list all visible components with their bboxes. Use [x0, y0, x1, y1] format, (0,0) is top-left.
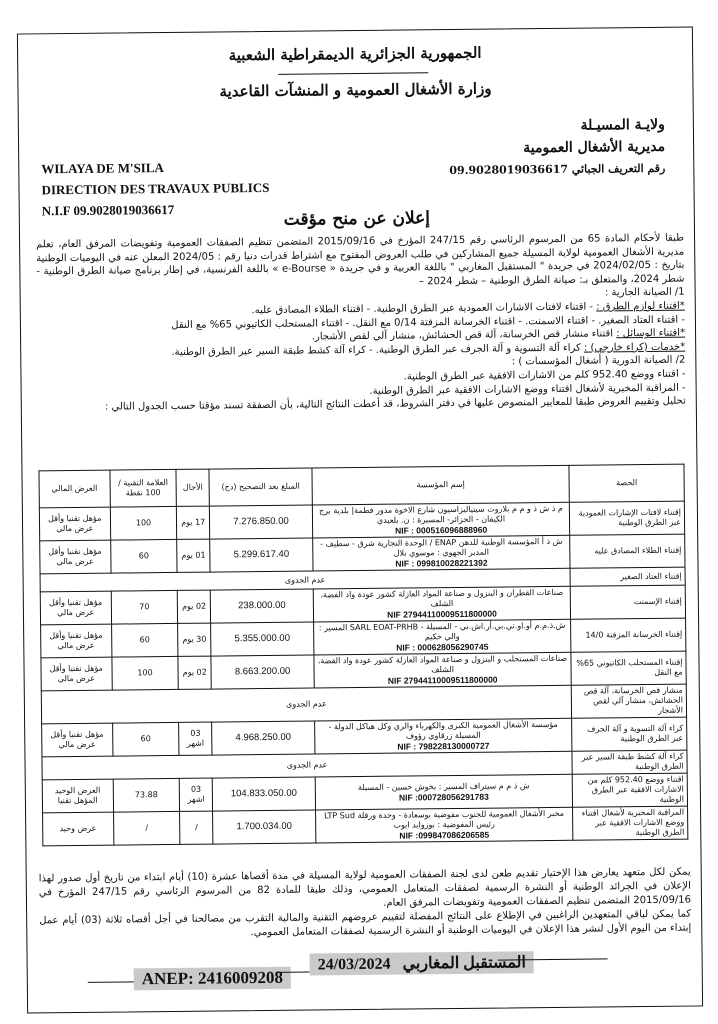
consultation-paragraph: كما يمكن لباقي المتعهدين الراغبين في الإطلاع على النتائج المفصلة لتقييم عروضهم التقنية والمالية التقرب من مصالحنا في أجل أقصاه ثلاثة (03) أيام عمل إبتداء من اليوم الأول لنشر هذا الإعلان في اليوميات الوطنية أو النشرة الرسمية لصفقات المتعامل العمومي. [39, 908, 692, 939]
amount-cell: 8.663.200.00 [211, 655, 314, 689]
scope-item-label: *خدمات (كراء خارجي) : [583, 341, 686, 354]
result-cell: مؤهل تقنيا وأقل عرض مالي [40, 591, 111, 625]
result-cell: مؤهل تقنيا وأقل عرض مالي [41, 624, 112, 658]
lot-cell: منشار قص الخرسانة، آلة قص الحشائش، منشار آلي لقص الأشجار [571, 684, 686, 718]
company-name: مخبر الأشغال العمومية للجنوب مفوضية بوسعادة - وحدة ورقلة LTP Sud رئيس المفوضية : بوزوايد ايوب [324, 808, 565, 830]
company-nif: NIF 27944110009511800000 [387, 674, 498, 686]
lot-cell: إقتناء لافتات الإشارات العمودية عبر الطرق الوطنية [569, 501, 684, 535]
scope-item-text: - المراقبة المخبرية لأشغال اقتناء ووضع الاشارات الافقية عبر الطرق الوطنية. [369, 382, 686, 397]
delay-cell: 01 يوم [177, 539, 210, 572]
direction-fr: DIRECTION DES TRAVAUX PUBLICS [41, 179, 270, 198]
company-cell [313, 586, 570, 622]
column-header: الأجال [176, 469, 209, 506]
company-nif: NIF :099847086206585 [399, 829, 490, 841]
table-row [43, 806, 688, 846]
republic-heading: الجمهورية الجزائرية الديمقراطية الشعبية [228, 43, 482, 65]
unsuccessful-cell: عدم الجدوى [40, 568, 570, 592]
footer-text [39, 866, 692, 943]
company-nif: NIF : 798228130000727 [397, 740, 490, 752]
company-name: م ذ ش ذ و م م بلاروت سينياليزاسيون شارع الاخوة مدور فطمة| بلدية برج الكيفان - الجزائر- المسيرة : ن. بلعيدي [318, 503, 563, 525]
delay-cell: 03 اشهر [180, 778, 213, 811]
ministry-heading: وزارة الأشغال العمومية و المنشآت القاعدية [219, 79, 492, 101]
score-cell: 60 [110, 539, 177, 573]
items-list [37, 300, 686, 402]
intro-paragraph: طبقا لأحكام المادة 65 من المرسوم الرئاسي رقم 247/15 المؤرخ في 2015/09/16 المتضمن تنظيم الصفقات العمومية وتفويضات المرفق العام، تعلم مديرية الأشغال العمومية لولاية المسيلة جميع المشاركين في طلب العروض المفتوح مع اشتراط قدرات دنيا رقم : 2024/05 المعلن عنه في اليوميات الوطنية بتاريخ : 2024/02/05 في جريدة " المستقبل المغاربي " باللغة العربية و في جريدة « e-Bourse » باللغة الفرنسية، في إطار برنامج صيانة الطرق الوطنية - شطر 2024، والمتعلق بـ: صيانة الطرق الوطنية – شطر 2024 – [36, 232, 685, 288]
score-cell: 60 [111, 623, 178, 657]
score-cell: 100 [110, 506, 177, 540]
result-cell: مؤهل تقنيا وأقل عرض مالي [39, 507, 110, 541]
amount-cell: 104.833.050.00 [212, 777, 315, 811]
delay-cell: 02 يوم [178, 656, 211, 689]
publication-stamp [310, 951, 534, 975]
column-header: الحصة [569, 464, 684, 502]
result-cell: مؤهل تقنيا وأقل عرض مالي [42, 723, 113, 757]
divider [498, 958, 608, 960]
publication-date: 24/03/2024 [317, 955, 391, 974]
column-header: إسم المؤسسة [312, 465, 569, 505]
scope-item-text: - اقتناء لافتات الاشارات العمودية عبر الطرق الوطنية. - اقتناء الطلاء المصادق عليه. [251, 301, 597, 317]
analysis-text: تحليل وتقييم العروض طبقا للمعايير المنصوص عليها في دفتر الشروط، قد أعطت النتائج التالية، بأن الصفقة تسند مؤقتا حسب الجدول التالي : [104, 395, 686, 413]
company-nif: NIF :000728056291783 [398, 791, 489, 803]
lot-cell: اقتناء ووضع 952.40 كلم من الاشارات الافقية عبر الطرق الوطنية [572, 773, 687, 807]
scope-item-text: اقتناء منشار قص الخرسانة، آلة قص الحشائش، منشار آلي لقص الأشجار. [311, 328, 617, 343]
scope-item-text: 2/ الصيانة الدورية ( أشغال المؤسسات ) : [511, 354, 686, 368]
amount-cell: 4.968.250.00 [212, 721, 315, 755]
delay-cell: 17 يوم [177, 506, 210, 539]
newspaper-name: المستقبل المغاربي [402, 954, 527, 973]
company-name: ش.ذ.م.م أو.او.تي.بي.أر.اش.بي - المسيلة - SARL EOAT-PRHB المسير : والي حكيم [318, 620, 566, 642]
amount-cell: 5.299.617.40 [210, 538, 313, 572]
notice-frame [17, 26, 703, 1013]
result-cell: عرض وحيد [43, 812, 114, 846]
company-cell [314, 619, 571, 655]
company-nif: NIF : 000516096888960 [394, 524, 488, 536]
lot-cell: كراء آلة كشط طبقة السير عبر الطرق الوطنية [572, 750, 687, 774]
delay-cell: / [180, 811, 213, 844]
scope-item-label: *اقتناء لوازم الطرق : [596, 300, 685, 313]
results-table [38, 464, 688, 847]
scope-item-label: *اقتناء الوسائل : [616, 327, 686, 340]
amount-cell: 1.700.034.00 [213, 810, 316, 844]
column-header: العرض المالي [39, 470, 110, 508]
score-cell: 73.88 [113, 778, 180, 812]
result-cell: العرض الوحيد المؤهل تقنيا [42, 779, 113, 813]
result-cell: مؤهل تقنيا وأقل عرض مالي [40, 540, 111, 574]
divider [278, 72, 428, 75]
notice-body [36, 232, 686, 415]
score-cell: 100 [111, 656, 178, 690]
score-cell: / [113, 811, 180, 845]
company-cell [316, 807, 573, 843]
company-cell [312, 502, 569, 538]
issuer-block-ar [449, 114, 666, 182]
column-header: المبلغ بعد التصحيح (دج) [209, 468, 312, 506]
wilaya-fr: WILAYA DE M'SILA [41, 160, 164, 177]
unsuccessful-cell: عدم الجدوى [41, 685, 571, 724]
lot-cell: إقتناء الخرسانة المزفتة 14/0 [571, 618, 686, 652]
column-header: العلامة التقنية / 100 نقطة [109, 469, 176, 507]
company-cell [314, 652, 571, 688]
lot-cell: المراقبة المخبرية لأشغال اقتناء ووضع الاشارات الافقية عبر الطرق الوطنية [573, 806, 688, 840]
nif-fr: N.I.F 09.9028019036617 [41, 201, 175, 219]
lot-cell: كراء آلة التسوية و آلة الجرف عبر الطرق الوطنية [572, 717, 687, 751]
delay-cell: 02 يوم [178, 590, 211, 623]
notice-title: إعلان عن منح مؤقت [283, 208, 431, 230]
scope-item-text: - اقتناء العتاد الصغير. - اقتناء الاسمنت. - اقتناء الخرسانة المزفتة 0/14 مع النقل. - اقتناء المستحلب الكاتيوني 65% مع النقل [171, 314, 685, 331]
delay-cell: 03 اشهر [179, 722, 212, 755]
company-cell [313, 535, 570, 571]
company-name: صناعات القطران و البنزول و صناعة المواد العازلة كشور عودة واد الفضة، الشلف [320, 587, 564, 609]
company-nif: NIF : 099810028221392 [395, 557, 488, 569]
result-cell: مؤهل تقنيا وأقل عرض مالي [41, 657, 112, 691]
company-name: ش ذ أ المؤسسة الوطنية للدهن ENAP / الوحدة التجارية شرق - سطيف - المدير الجهوي : موسوي بلال [320, 536, 563, 558]
section-heading: 1/ الصيانة الجارية : [604, 286, 685, 299]
company-nif: NIF : 000628056290745 [396, 641, 489, 653]
company-cell [315, 718, 572, 754]
amount-cell: 7.276.850.00 [209, 505, 312, 539]
anep-stamp: ANEP: 2416009208 [134, 967, 291, 991]
direction-ar: مديرية الأشغال العمومية [523, 138, 666, 157]
appeal-paragraph: يمكن لكل متعهد يعارض هذا الإختيار تقديم طعن لدى لجنة الصفقات العمومية لولاية المسيلة في مدة أقصاها عشرة (10) أيام ابتداء من تاريخ أول صدور لهذا الإعلان في الجرائد الوطنية أو النشرة الرسمية لصفقات المتعامل العمومي، وذلك طبقا للمادة 82 من المرسوم الرئاسي رقم 247/15 المؤرخ في 2015/09/16 المتضمن تنظيم الصفقات العمومية وتفويضات المرفق العام. [38, 866, 692, 909]
unsuccessful-cell: عدم الجدوى [42, 751, 572, 780]
score-cell: 60 [112, 722, 179, 756]
lot-cell: إقتناء الطلاء المصادق عليه [570, 534, 685, 568]
delay-cell: 30 يوم [178, 623, 211, 656]
amount-cell: 238.000.00 [210, 589, 313, 623]
company-name: ش ذ م م سيتراف المسير : بخوش حسين - المسيلة [357, 781, 530, 793]
divider [276, 972, 310, 973]
lot-cell: إقتناء الإسمنت [570, 585, 685, 619]
company-cell [315, 774, 572, 810]
lot-cell: إقتناء العتاد الصغير [570, 567, 685, 586]
wilaya-ar: ولايـة المسيـلة [580, 116, 665, 134]
amount-cell: 5.355.000.00 [211, 622, 314, 656]
score-cell: 70 [111, 590, 178, 624]
scope-item-text: كراء آلة التسوية و آلة الجرف عبر الطرق الوطنية. - كراء آلة كشط طبقة السير عبر الطرق الوطنية. [171, 342, 584, 358]
scope-item-text: - اقتناء ووضع 952.40 كلم من الاشارات الافقية عبر الطرق الوطنية. [403, 368, 686, 383]
company-name: صناعات المستحلب و البنزول و صناعة المواد العازلة كشور عودة واد الفضة، الشلف [317, 653, 568, 675]
lot-cell: إقتناء المستحلب الكاتيوني 65% مع النقل [571, 651, 686, 685]
nif-ar: رقم التعريف الجبائي 09.9028019036617 [449, 161, 666, 178]
company-name: مؤسسة الأشغال العمومية الكبرى والكهرباء والري وكل هياكل الدولة - المسيلة زرقاوي رؤوف [328, 719, 558, 741]
divider [88, 981, 134, 982]
company-nif: NIF 27944110009511800000 [387, 608, 497, 620]
